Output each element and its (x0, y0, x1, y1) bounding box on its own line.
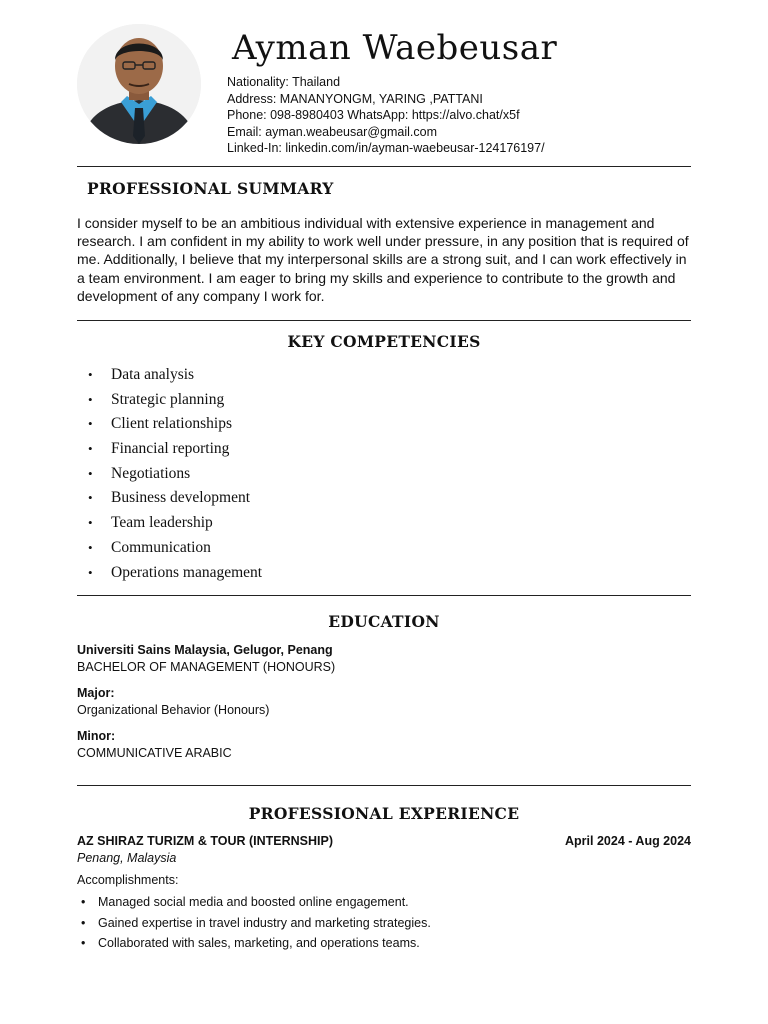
education-heading: EDUCATION (328, 612, 440, 631)
list-item: • Team leadership (88, 511, 262, 536)
profile-photo-illustration (77, 24, 201, 144)
bullet-icon: • (88, 490, 93, 506)
major-value: Organizational Behavior (Honours) (77, 703, 270, 717)
list-item: • Data analysis (88, 363, 262, 388)
phone: Phone: 098-8980403 WhatsApp: https://alvo.chat/x5f (227, 108, 520, 122)
minor-value: COMMUNICATIVE ARABIC (77, 746, 232, 760)
bullet-icon: • (88, 391, 93, 407)
list-item: • Financial reporting (88, 437, 262, 462)
major-label: Major: (77, 686, 115, 700)
divider (77, 785, 691, 786)
divider (77, 166, 691, 167)
profile-photo (77, 24, 201, 144)
bullet-icon: • (88, 515, 93, 531)
school-name: Universiti Sains Malaysia, Gelugor, Penang (77, 643, 333, 657)
list-item: • Strategic planning (88, 388, 262, 413)
list-item: • Gained expertise in travel industry and marketing strategies. (81, 913, 431, 934)
divider (77, 595, 691, 596)
nationality: Nationality: Thailand (227, 75, 341, 89)
divider (77, 320, 691, 321)
bullet-icon: • (81, 915, 86, 930)
address: Address: MANANYONGM, YARING ,PATTANI (227, 91, 483, 106)
email: Email: ayman.weabeusar@gmail.com (227, 124, 437, 139)
bullet-icon: • (88, 367, 93, 382)
summary-text: I consider myself to be an ambitious individual with extensive experience in management and research. I am confident in my ability to work well under pressure, in any position that is required of me. Additionally, I believe that my interpersonal skills are a strong suit, and I can work effectively in a team environment. I am eager to bring my skills and experience to contribute to the growth and development of any company I work for. (77, 215, 689, 304)
list-item: • Negotiations (88, 462, 262, 487)
list-item: • Operations management (88, 561, 262, 586)
summary-heading: PROFESSIONAL SUMMARY (87, 179, 334, 198)
contact-info (227, 74, 545, 157)
competencies-heading: KEY COMPETENCIES (287, 332, 481, 351)
experience-location: Penang, Malaysia (77, 851, 177, 865)
linkedin: Linked-In: linkedin.com/in/ayman-waebeusar-124176197/ (227, 141, 545, 155)
company-name: AZ SHIRAZ TURIZM & TOUR (INTERNSHIP) (77, 834, 334, 848)
experience-dates: April 2024 - Aug 2024 (565, 834, 691, 848)
accomplishments-list (81, 892, 431, 954)
bullet-icon: • (81, 936, 86, 950)
bullet-icon: • (88, 564, 93, 580)
bullet-icon: • (88, 416, 93, 432)
degree: BACHELOR OF MANAGEMENT (HONOURS) (77, 660, 336, 674)
list-item: • Managed social media and boosted online engagement. (81, 892, 431, 913)
candidate-name: Ayman Waebeusar (232, 28, 558, 68)
list-item: • Client relationships (88, 412, 262, 437)
list-item: • Communication (88, 536, 262, 561)
competencies-list (88, 363, 262, 585)
bullet-icon: • (81, 895, 86, 909)
accomplishments-label: Accomplishments: (77, 873, 179, 887)
bullet-icon: • (88, 441, 93, 457)
experience-header (77, 833, 691, 850)
list-item: • Business development (88, 486, 262, 511)
bullet-icon: • (88, 465, 93, 481)
experience-heading: PROFESSIONAL EXPERIENCE (248, 804, 520, 823)
bullet-icon: • (88, 539, 93, 555)
list-item: • Collaborated with sales, marketing, and operations teams. (81, 933, 431, 954)
minor-label: Minor: (77, 729, 116, 743)
